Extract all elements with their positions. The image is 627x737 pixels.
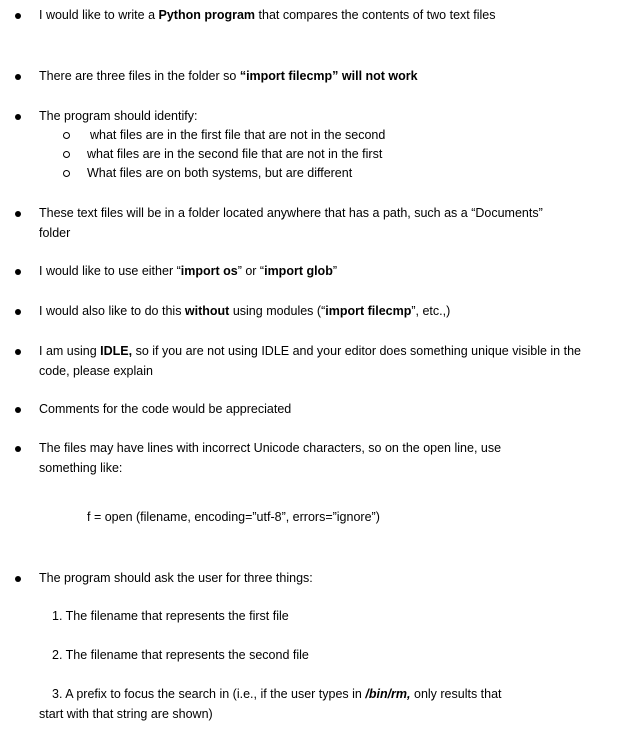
text-run: so if you are not using IDLE and your editor does something unique visible in the (132, 344, 581, 358)
bullet-text: The program should ask the user for three things: (39, 571, 313, 585)
sub-text: what files are in the second file that are not in the first (87, 147, 383, 161)
text-run: that compares the contents of two text files (255, 8, 496, 22)
bullet-dot (15, 309, 21, 315)
numbered-text (39, 685, 599, 724)
bold-italic-run: /bin/rm, (365, 687, 411, 701)
bold-run: import os (180, 264, 238, 278)
bullet-dot (15, 407, 21, 413)
text-run: ”, etc.,) (411, 304, 451, 318)
text-line: folder (39, 225, 71, 240)
bold-run: without (184, 304, 230, 318)
circle-bullet (63, 170, 70, 177)
bullet-dot (15, 269, 21, 275)
text-run: only results that (410, 687, 502, 701)
bold-run: Python program (158, 8, 256, 22)
bullet-text: Comments for the code would be appreciated (39, 402, 292, 416)
bullet-dot (15, 349, 21, 355)
bullet-text: The program should identify: (39, 109, 198, 123)
numbered-item-1: 1. The filename that represents the first file (52, 609, 289, 623)
circle-bullet (63, 151, 70, 158)
text-line: These text files will be in a folder located anywhere that has a path, such as a “Documents” (39, 206, 543, 220)
bold-run: import filecmp (325, 304, 412, 318)
bullet-text (39, 6, 619, 26)
bullet-dot (15, 446, 21, 452)
bullet-dot (15, 211, 21, 217)
text-line (39, 342, 619, 362)
bold-run: “import filecmp” will not work (239, 69, 418, 83)
sub-text: What files are on both systems, but are different (87, 166, 353, 180)
text-line: The files may have lines with incorrect Unicode characters, so on the open line, use (39, 441, 502, 455)
bullet-text (39, 67, 619, 87)
numbered-item-2: 2. The filename that represents the second file (52, 648, 309, 662)
text-run: I would also like to do this (39, 304, 185, 318)
code-example: f = open (filename, encoding=”utf-8”, errors=”ignore”) (87, 510, 380, 524)
bullet-text (39, 262, 619, 282)
bullet-dot (15, 114, 21, 120)
bullet-text (39, 302, 619, 322)
circle-bullet (63, 132, 70, 139)
text-run: 3. A prefix to focus the search in (i.e., if the user types in (52, 687, 366, 701)
bullet-dot (15, 576, 21, 582)
bold-run: IDLE, (100, 344, 133, 358)
bullet-dot (15, 74, 21, 80)
text-run: ” (332, 264, 338, 278)
bullet-text (39, 439, 619, 478)
text-run: I am using (39, 344, 101, 358)
text-line: something like: (39, 460, 123, 475)
bullet-text (39, 342, 619, 381)
bold-run: import glob (264, 264, 333, 278)
text-line (39, 685, 599, 705)
sub-text: what files are in the first file that are not in the second (90, 128, 386, 142)
text-line: code, please explain (39, 363, 153, 378)
text-run: ” or “ (237, 264, 265, 278)
bullet-dot (15, 13, 21, 19)
text-run: using modules (“ (229, 304, 326, 318)
bullet-text (39, 204, 619, 243)
text-run: I would like to write a (39, 8, 159, 22)
text-line: start with that string are shown) (39, 706, 213, 721)
text-run: I would like to use either “ (39, 264, 181, 278)
text-run: There are three files in the folder so (39, 69, 240, 83)
